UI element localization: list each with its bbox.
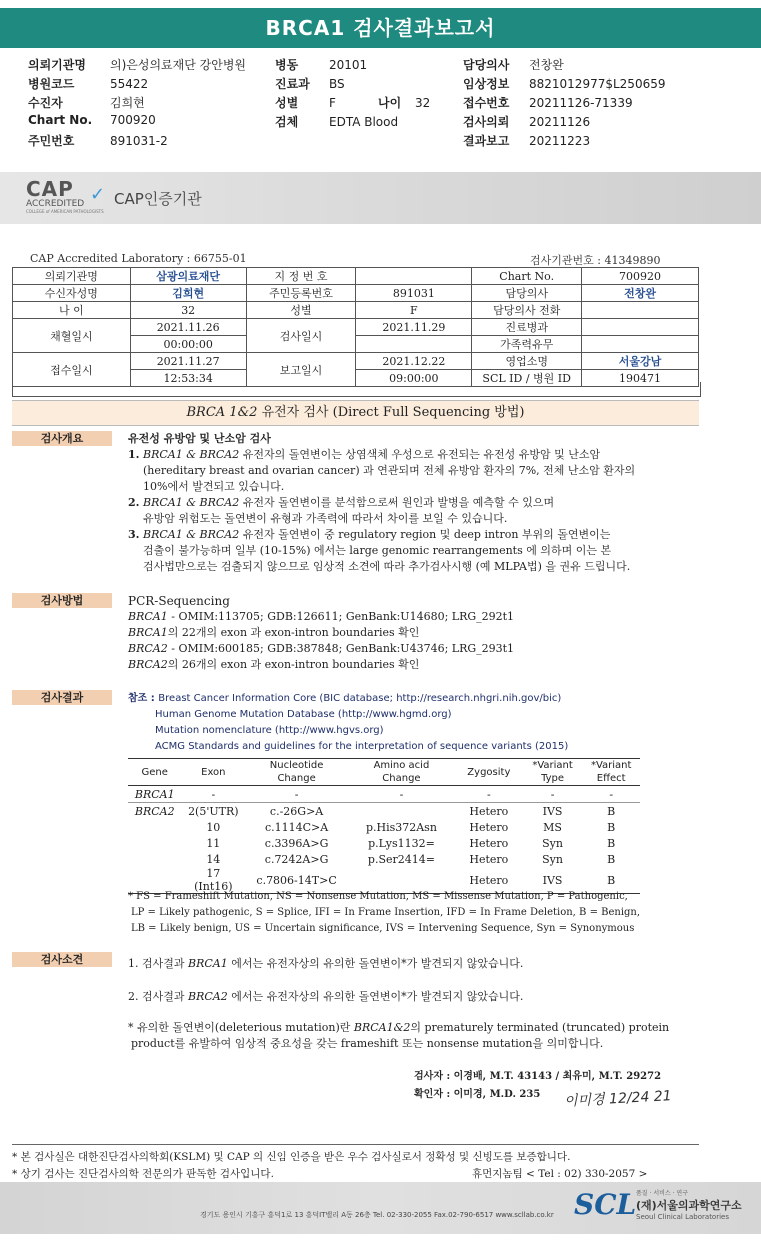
header-col-1 xyxy=(28,56,246,151)
table-cell: B xyxy=(607,852,616,866)
text: 2. 검사결과 xyxy=(128,990,188,1003)
overview-line xyxy=(143,543,698,559)
overview-line xyxy=(128,527,698,543)
table-cell: MS xyxy=(543,820,562,834)
footnote-3: LB = Likely benign, US = Uncertain significance, IVS = Intervening Sequence, Syn = Synonymous xyxy=(131,923,635,934)
finding-tag: 검사소견 xyxy=(12,952,112,967)
text: 에서는 유전자상의 유의한 돌연변이*가 발견되지 않았습니다. xyxy=(227,990,524,1003)
table-cell xyxy=(128,851,181,867)
column-header: *Variant Type xyxy=(523,759,583,786)
confirmer: 확인자 : 이미경, M.D. 235 xyxy=(414,1089,541,1100)
value: 김희현 xyxy=(130,285,246,302)
cap-accredited: ACCREDITED xyxy=(26,199,85,209)
gene: BRCA2 xyxy=(188,990,228,1003)
field-label: 의뢰기관명 xyxy=(28,58,86,72)
header-field xyxy=(275,75,398,94)
line-text: 유방암 위험도는 돌연변이 유형과 가족력에 따라서 차이를 보일 수 있습니다. xyxy=(143,512,508,525)
value: 700920 xyxy=(582,268,699,285)
line-text: - OMIM:600185; GDB:387848; GenBank:U43746; LRG_293t1 xyxy=(167,642,515,655)
table-cell: - xyxy=(582,786,640,803)
field-value: 의)은성의료재단 강안병원 xyxy=(110,58,247,72)
table-cell xyxy=(348,803,455,820)
info-row xyxy=(13,268,699,285)
table-cell: IVS xyxy=(523,867,583,894)
column-header: Exon xyxy=(181,759,245,786)
label: 진료병과 xyxy=(472,319,582,336)
section-title-genes: BRCA 1&2 xyxy=(186,405,258,420)
field-value: 20101 xyxy=(329,58,368,72)
overview-heading: 유전성 유방암 및 난소암 검사 xyxy=(128,432,271,445)
overview-tag: 검사개요 xyxy=(12,431,112,446)
table-cell: Hetero xyxy=(469,804,509,818)
label: 보고일시 xyxy=(246,353,356,387)
table-cell: B xyxy=(607,804,616,818)
header-field xyxy=(28,75,246,94)
variant-table xyxy=(128,758,640,894)
table-cell: - xyxy=(455,786,523,803)
org-name: (재)서울의과학연구소 xyxy=(636,1199,742,1212)
field-value: 20211126 xyxy=(529,115,591,129)
table-cell: BRCA1 xyxy=(128,786,181,803)
variant-table-body xyxy=(128,786,640,894)
cap-sub: COLLEGE of AMERICAN PATHOLOGISTS xyxy=(26,209,104,214)
header-field xyxy=(28,94,246,113)
note-2: * 상기 검사는 진단검사의학 전문의가 판독한 검사입니다. xyxy=(12,1168,274,1180)
table-cell xyxy=(128,819,181,835)
check-icon: ✓ xyxy=(90,184,106,205)
label: 지 정 번 호 xyxy=(246,268,356,285)
field-label: 결과보고 xyxy=(463,134,510,148)
table-cell: c.7242A>G xyxy=(264,852,329,866)
value xyxy=(356,268,472,285)
section-title xyxy=(12,400,699,426)
text: product를 유발하여 임상적 중요성을 갖는 frameshift 또는 nonsense mutation을 의미합니다. xyxy=(131,1037,604,1050)
gene-name: BRCA2 xyxy=(128,642,168,655)
value: 2021.11.26 xyxy=(130,319,246,336)
table-cell: p.Ser2414= xyxy=(367,852,435,866)
age-label: 나이 xyxy=(378,96,402,110)
method-line xyxy=(128,641,514,657)
column-header: Gene xyxy=(128,759,181,786)
footer-address: 경기도 용인시 기흥구 흥덕1로 13 흥덕IT밸리 A동 26층 Tel. 02-330-2055 Fax.02-790-6517 www.scllab.co.kr xyxy=(200,1211,554,1219)
gene-name: BRCA1 & BRCA2 xyxy=(142,496,240,509)
table-cell: BRCA2 xyxy=(134,804,175,818)
cap-label: CAP인증기관 xyxy=(114,190,202,208)
table-cell: Hetero xyxy=(469,820,509,834)
value: 32 xyxy=(130,302,246,319)
value: 서울강남 xyxy=(582,353,699,370)
gene-name: BRCA2 xyxy=(128,658,168,671)
field-label: 병원코드 xyxy=(28,77,75,91)
line-text: (hereditary breast and ovarian cancer) 과 연관되며 전체 유방암 환자의 7%, 전체 난소암 환자의 xyxy=(143,464,636,477)
value: 190471 xyxy=(582,370,699,387)
overview-line xyxy=(143,511,698,527)
table-cell: p.His372Asn xyxy=(365,820,437,834)
table-cell: - xyxy=(181,786,245,803)
table-cell: Syn xyxy=(542,852,563,866)
label: 접수일시 xyxy=(13,353,131,387)
table-cell: c.7806-14T>C xyxy=(245,867,348,894)
value xyxy=(582,302,699,319)
value xyxy=(582,319,699,336)
finding-note xyxy=(128,1020,669,1052)
method-tag: 검사방법 xyxy=(12,593,112,608)
label: 가족력유무 xyxy=(472,336,582,353)
result-refs xyxy=(128,691,568,755)
info-row xyxy=(13,319,699,336)
label: 의뢰기관명 xyxy=(13,268,131,285)
header-field xyxy=(463,75,665,94)
value: 00:00:00 xyxy=(130,336,246,353)
column-header: *Variant Effect xyxy=(582,759,640,786)
header-field xyxy=(463,94,665,113)
section-title-text: 유전자 검사 (Direct Full Sequencing 방법) xyxy=(257,405,525,420)
value: 2021.11.29 xyxy=(356,319,472,336)
item-number: 3. xyxy=(128,528,140,541)
item-number: 2. xyxy=(128,496,140,509)
org-small: 품질 · 서비스 · 연구 xyxy=(636,1190,689,1197)
method-body xyxy=(128,593,514,673)
value xyxy=(356,336,472,353)
overview-line xyxy=(143,559,698,575)
table-cell: B xyxy=(607,820,616,834)
value xyxy=(582,336,699,353)
org-en: Seoul Clinical Laboratories xyxy=(636,1213,729,1221)
info-row xyxy=(13,353,699,370)
field-value: 20211126-71339 xyxy=(529,96,633,110)
table-row xyxy=(128,835,640,851)
table-cell: B xyxy=(607,836,616,850)
gene-name: BRCA1 xyxy=(128,626,168,639)
table-cell: - xyxy=(523,786,583,803)
table-row xyxy=(128,786,640,803)
line-text: 유전자의 돌연변이는 상염색체 우성으로 유전되는 유전성 유방암 및 난소암 xyxy=(239,448,601,461)
result-tag: 검사결과 xyxy=(12,690,112,705)
table-cell: IVS xyxy=(542,804,563,818)
header-field xyxy=(28,56,246,75)
table-cell: 10 xyxy=(206,820,221,834)
field-label: 검체 xyxy=(275,115,299,129)
table-cell: c.3396A>G xyxy=(264,836,329,850)
bottom-rule xyxy=(12,1144,699,1145)
table-cell: Hetero xyxy=(469,852,509,866)
examiner: 검사자 : 이경배, M.T. 43143 / 최유미, M.T. 29272 xyxy=(414,1071,662,1082)
header-field xyxy=(463,56,665,75)
method-line xyxy=(128,625,514,641)
text: * 유의한 돌연변이(deleterious mutation)란 xyxy=(128,1021,354,1034)
line-text: 10%에서 발견되고 있습니다. xyxy=(143,480,285,493)
table-cell: - xyxy=(348,786,455,803)
line-text: - OMIM:113705; GDB:126611; GenBank:U14680; LRG_292t1 xyxy=(167,610,515,623)
field-label: 성별 xyxy=(275,96,299,110)
cap-logo-text: CAP xyxy=(26,177,74,201)
overview-body xyxy=(128,447,698,575)
field-value: 8821012977$L250659 xyxy=(529,77,666,91)
line-text: PCR-Sequencing xyxy=(128,594,230,608)
line-text: 의 26개의 exon 과 exon-intron boundaries 확인 xyxy=(167,658,420,671)
table-cell: p.Lys1132= xyxy=(368,836,435,850)
table-cell: Hetero xyxy=(469,836,509,850)
header-field xyxy=(275,56,398,75)
table-cell: B xyxy=(582,867,640,894)
exam-number: 검사기관번호 : 41349890 xyxy=(530,254,661,267)
table-cell xyxy=(128,835,181,851)
ref-3: Mutation nomenclature (http://www.hgvs.org) xyxy=(155,725,384,736)
value: 전창완 xyxy=(582,285,699,302)
signature: 이미경 12/24 21 xyxy=(563,1088,673,1110)
ref-2: Human Genome Mutation Database (http://www.hgmd.org) xyxy=(155,709,452,720)
column-header: Nucleotide Change xyxy=(245,759,348,786)
table-blank-row xyxy=(12,382,701,397)
field-label: Chart No. xyxy=(28,113,93,127)
label: Chart No. xyxy=(472,268,582,285)
field-label: 수진자 xyxy=(28,96,63,110)
lab-number: CAP Accredited Laboratory : 66755-01 xyxy=(30,252,247,265)
finding-line-2 xyxy=(128,988,523,1004)
text: 의 prematurely terminated (truncated) protein xyxy=(410,1021,670,1034)
ref-4: ACMG Standards and guidelines for the interpretation of sequence variants (2015) xyxy=(155,741,569,752)
field-label: 접수번호 xyxy=(463,96,510,110)
label: SCL ID / 병원 ID xyxy=(472,370,582,387)
gene: BRCA1 xyxy=(188,957,228,970)
value: 2021.12.22 xyxy=(356,353,472,370)
label: 담당의사 전화 xyxy=(472,302,582,319)
table-cell: 11 xyxy=(206,836,221,850)
line-text: 의 22개의 exon 과 exon-intron boundaries 확인 xyxy=(167,626,420,639)
table-cell: Hetero xyxy=(455,867,523,894)
header-field xyxy=(275,113,398,132)
ref-1: Breast Cancer Information Core (BIC database; http://research.nhgri.nih.gov/bic) xyxy=(158,693,562,704)
label: 수신자성명 xyxy=(13,285,131,302)
text: 1. 검사결과 xyxy=(128,957,188,970)
table-cell: 2(5'UTR) xyxy=(188,804,239,818)
note-1: * 본 검사실은 대한진단검사의학회(KSLM) 및 CAP 의 신임 인증을 받은 우수 검사실로서 정확성 및 신빙도를 보증합니다. xyxy=(12,1151,571,1163)
age-value: 32 xyxy=(415,96,431,110)
line-text: 검출이 불가능하며 일부 (10-15%) 에서는 large genomic rearrangements 에 의하며 이는 본 xyxy=(143,544,612,557)
label: 주민등록번호 xyxy=(246,285,356,302)
value: 09:00:00 xyxy=(356,370,472,387)
line-text: 검사법만으로는 검출되지 않으므로 임상적 소견에 따라 추가검사시행 (예 MLPA법) 을 권유 드립니다. xyxy=(143,560,631,573)
column-header: Amino acid Change xyxy=(348,759,455,786)
line-text: 유전자 돌연변이 중 regulatory region 및 deep intron 부위의 돌연변이는 xyxy=(239,528,611,541)
value: 12:53:34 xyxy=(130,370,246,387)
gene-name: BRCA1 xyxy=(128,610,168,623)
header-field xyxy=(463,132,665,151)
table-row xyxy=(128,803,640,820)
field-value: EDTA Blood xyxy=(329,115,399,129)
table-cell: c.-26G>A xyxy=(269,804,324,818)
label: 검사일시 xyxy=(246,319,356,353)
field-label: 검사의뢰 xyxy=(463,115,510,129)
method-line xyxy=(128,609,514,625)
value: 삼광의료재단 xyxy=(130,268,246,285)
gene-name: BRCA1 & BRCA2 xyxy=(142,528,240,541)
field-value: 전창완 xyxy=(529,58,564,72)
header-field xyxy=(28,132,246,151)
method-line xyxy=(128,593,514,609)
field-value: F xyxy=(329,96,336,110)
label: 나 이 xyxy=(13,302,131,319)
value: 2021.11.27 xyxy=(130,353,246,370)
field-label: 주민번호 xyxy=(28,134,75,148)
info-row xyxy=(13,302,699,319)
header-field xyxy=(28,113,246,132)
overview-line xyxy=(143,479,698,495)
column-header: Zygosity xyxy=(455,759,523,786)
table-footnotes xyxy=(128,889,640,937)
table-cell: c.1114C>A xyxy=(264,820,329,834)
table-cell: - xyxy=(245,786,348,803)
report-title: BRCA1 검사결과보고서 xyxy=(0,8,761,48)
label: 담당의사 xyxy=(472,285,582,302)
overview-line xyxy=(128,447,698,463)
field-label: 담당의사 xyxy=(463,58,510,72)
field-label: 병동 xyxy=(275,58,299,72)
team-contact: 휴먼지놈팀 < Tel : 02) 330-2057 > xyxy=(472,1168,648,1180)
table-cell: 14 xyxy=(206,852,221,866)
field-value: 700920 xyxy=(110,113,156,127)
scl-logo: SCL xyxy=(574,1188,637,1221)
info-table xyxy=(12,267,699,387)
gene: BRCA1&2 xyxy=(353,1021,411,1034)
gene-name: BRCA1 & BRCA2 xyxy=(142,448,240,461)
footnote-2: LP = Likely pathogenic, S = Splice, IFI = In Frame Insertion, IFD = In Frame Deletion, B = Benign, xyxy=(131,907,641,918)
header-field xyxy=(463,113,665,132)
header-col-3 xyxy=(463,56,665,151)
line-text: 유전자 돌연변이를 분석함으로써 원인과 발병을 예측할 수 있으며 xyxy=(239,496,555,509)
value: 891031 xyxy=(356,285,472,302)
text: 에서는 유전자상의 유의한 돌연변이*가 발견되지 않았습니다. xyxy=(227,957,524,970)
footnote-1: * FS = Frameshift Mutation, NS = Nonsense Mutation, MS = Missense Mutation, P = Pathogenic, xyxy=(128,891,628,902)
item-number: 1. xyxy=(128,448,140,461)
ref-label: 참조 : xyxy=(128,693,159,704)
overview-line xyxy=(143,463,698,479)
finding-line-1 xyxy=(128,955,523,971)
overview-line xyxy=(128,495,698,511)
field-value: 20211223 xyxy=(529,134,591,148)
field-value: 55422 xyxy=(110,77,149,91)
field-label: 진료과 xyxy=(275,77,310,91)
table-cell: 17 (Int16) xyxy=(181,867,245,894)
method-line xyxy=(128,657,514,673)
header-age xyxy=(378,94,430,111)
field-label: 임상정보 xyxy=(463,77,510,91)
footer-org xyxy=(636,1188,756,1221)
label: 채혈일시 xyxy=(13,319,131,353)
label: 영업소명 xyxy=(472,353,582,370)
field-value: 891031-2 xyxy=(110,134,168,148)
field-value: BS xyxy=(329,77,345,91)
table-row xyxy=(128,851,640,867)
label: 성별 xyxy=(246,302,356,319)
field-value: 김희현 xyxy=(110,96,145,110)
variant-table-header xyxy=(128,759,640,786)
value: F xyxy=(356,302,472,319)
info-row xyxy=(13,285,699,302)
table-cell: Syn xyxy=(542,836,563,850)
table-row xyxy=(128,819,640,835)
